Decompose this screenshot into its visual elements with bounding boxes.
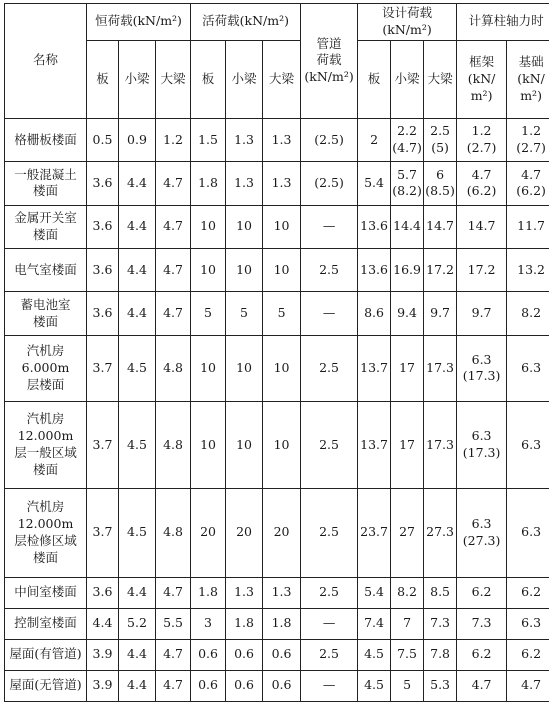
table-row [5, 488, 549, 577]
table-cell: — [301, 670, 358, 701]
table-cell: 17.3 [424, 335, 457, 401]
table-cell: 2.5 [301, 335, 358, 401]
table-cell: 14.7 [457, 205, 507, 248]
table-cell: 5 [263, 292, 301, 335]
table-cell: 1.3 [226, 162, 263, 205]
table-cell: 3.6 [87, 162, 119, 205]
table-cell: 4.7 [457, 670, 507, 701]
table-cell: 17.3 [424, 402, 457, 489]
table-cell: 23.7 [358, 488, 391, 577]
table-row [5, 249, 549, 292]
table-cell: 6.3 [507, 335, 549, 401]
row-name: 蓄电池室 楼面 [5, 292, 87, 335]
table-row [5, 335, 549, 401]
table-cell: 4.5 [119, 488, 156, 577]
table-cell: 7.4 [358, 608, 391, 639]
table-cell: 4.7 [156, 670, 191, 701]
table-cell: — [301, 205, 358, 248]
table-cell: 9.4 [391, 292, 424, 335]
header-name: 名称 [5, 4, 87, 119]
table-cell: 17.2 [457, 249, 507, 292]
table-cell: 0.6 [191, 670, 226, 701]
table-cell: 17.2 [424, 249, 457, 292]
table-cell: 1.3 [226, 118, 263, 161]
table-cell: 3.6 [87, 577, 119, 608]
table-cell: 6.3 (17.3) [457, 402, 507, 489]
subheader-dead-main-beam: 大梁 [156, 40, 191, 118]
table-cell: 4.8 [156, 488, 191, 577]
table-cell: 5.4 [358, 162, 391, 205]
table-cell: 17 [391, 335, 424, 401]
table-cell: 5.7 (8.2) [391, 162, 424, 205]
row-name: 汽机房 6.000m 层楼面 [5, 335, 87, 401]
table-cell: 1.3 [263, 577, 301, 608]
table-cell: 5.2 [119, 608, 156, 639]
table-cell: 3.7 [87, 488, 119, 577]
row-name: 中间室楼面 [5, 577, 87, 608]
row-name: 汽机房 12.000m 层检修区域 楼面 [5, 488, 87, 577]
table-cell: 10 [263, 402, 301, 489]
table-cell: 1.2 [156, 118, 191, 161]
table-cell: 10 [191, 249, 226, 292]
table-cell: 5.5 [156, 608, 191, 639]
table-cell: 13.6 [358, 249, 391, 292]
table-cell: 20 [263, 488, 301, 577]
table-cell: 10 [191, 205, 226, 248]
row-name: 电气室楼面 [5, 249, 87, 292]
table-cell: 2.5 [301, 488, 358, 577]
table-cell: 5.3 [424, 670, 457, 701]
table-cell: 4.4 [119, 292, 156, 335]
table-cell: 3 [191, 608, 226, 639]
table-cell: 13.6 [358, 205, 391, 248]
table-cell: 2.2 (4.7) [391, 118, 424, 161]
table-cell: 7 [391, 608, 424, 639]
table-cell: 4.4 [119, 577, 156, 608]
table-cell: 0.6 [263, 670, 301, 701]
table-cell: 6.2 [457, 577, 507, 608]
table-cell: 7.5 [391, 639, 424, 670]
table-cell: 0.6 [191, 639, 226, 670]
table-cell: 5 [391, 670, 424, 701]
table-cell: (2.5) [301, 118, 358, 161]
table-cell: 4.4 [119, 205, 156, 248]
table-cell: 16.9 [391, 249, 424, 292]
table-cell: 13.2 [507, 249, 549, 292]
table-cell: 4.5 [358, 639, 391, 670]
header-live-load: 活荷载(kN/m²) [191, 4, 301, 41]
table-cell: 2.5 [301, 639, 358, 670]
subheader-design-secondary-beam: 小梁 [391, 40, 424, 118]
table-cell: 8.2 [507, 292, 549, 335]
table-cell: 4.7 (6.2) [507, 162, 549, 205]
table-cell: 6.3 (17.3) [457, 335, 507, 401]
row-name: 屋面(有管道) [5, 639, 87, 670]
table-cell: 0.9 [119, 118, 156, 161]
table-row [5, 402, 549, 489]
table-cell: 0.5 [87, 118, 119, 161]
table-cell: 1.8 [263, 608, 301, 639]
load-table [4, 3, 549, 702]
table-cell: 10 [263, 249, 301, 292]
table-cell: 4.4 [119, 162, 156, 205]
subheader-live-slab: 板 [191, 40, 226, 118]
table-row [5, 162, 549, 205]
table-cell: 4.7 [156, 639, 191, 670]
subheader-design-slab: 板 [358, 40, 391, 118]
table-cell: 27 [391, 488, 424, 577]
table-cell: 3.6 [87, 292, 119, 335]
table-cell: 1.2 (2.7) [507, 118, 549, 161]
table-cell: 14.7 [424, 205, 457, 248]
subheader-dead-secondary-beam: 小梁 [119, 40, 156, 118]
table-cell: 4.4 [119, 670, 156, 701]
row-name: 格栅板楼面 [5, 118, 87, 161]
row-name: 金属开关室 楼面 [5, 205, 87, 248]
table-body [5, 118, 549, 701]
table-cell: 3.7 [87, 335, 119, 401]
table-cell: 10 [191, 402, 226, 489]
table-cell: 1.8 [191, 162, 226, 205]
table-cell: 1.3 [263, 118, 301, 161]
table-cell: 10 [226, 335, 263, 401]
table-cell: 7.3 [457, 608, 507, 639]
table-cell: 0.6 [226, 670, 263, 701]
table-cell: 7.8 [424, 639, 457, 670]
row-name: 汽机房 12.000m 层一般区域 楼面 [5, 402, 87, 489]
table-cell: 4.7 [156, 292, 191, 335]
subheader-design-main-beam: 大梁 [424, 40, 457, 118]
table-cell: 2.5 [301, 577, 358, 608]
table-cell: 4.4 [119, 639, 156, 670]
subheader-frame: 框架 (kN/ m²) [457, 40, 507, 118]
table-cell: 6.2 [507, 577, 549, 608]
row-name: 控制室楼面 [5, 608, 87, 639]
table-cell: 6.3 [507, 488, 549, 577]
table-cell: 13.7 [358, 402, 391, 489]
table-cell: 6.2 [507, 639, 549, 670]
table-cell: 4.5 [119, 402, 156, 489]
table-row [5, 639, 549, 670]
table-cell: 4.7 [156, 249, 191, 292]
table-cell: 10 [226, 402, 263, 489]
table-cell: 6.2 [457, 639, 507, 670]
table-row [5, 205, 549, 248]
table-cell: 5 [191, 292, 226, 335]
table-cell: (2.5) [301, 162, 358, 205]
table-cell: 4.4 [119, 249, 156, 292]
table-cell: 3.9 [87, 670, 119, 701]
subheader-live-main-beam: 大梁 [263, 40, 301, 118]
row-name: 屋面(无管道) [5, 670, 87, 701]
table-cell: 14.4 [391, 205, 424, 248]
table-cell: — [301, 292, 358, 335]
header-dead-load: 恒荷载(kN/m²) [87, 4, 191, 41]
table-cell: 1.2 (2.7) [457, 118, 507, 161]
table-cell: 10 [263, 335, 301, 401]
table-cell: 2.5 [301, 249, 358, 292]
table-cell: 4.5 [358, 670, 391, 701]
table-cell: 6 (8.5) [424, 162, 457, 205]
table-cell: 10 [226, 249, 263, 292]
table-cell: 4.8 [156, 335, 191, 401]
subheader-dead-slab: 板 [87, 40, 119, 118]
subheader-foundation: 基础 (kN/ m²) [507, 40, 549, 118]
table-row [5, 608, 549, 639]
table-cell: 3.6 [87, 249, 119, 292]
table-cell: 11.7 [507, 205, 549, 248]
table-cell: 4.7 [507, 670, 549, 701]
row-name: 一般混凝土 楼面 [5, 162, 87, 205]
table-cell: 4.4 [87, 608, 119, 639]
table-cell: 10 [191, 335, 226, 401]
table-row [5, 292, 549, 335]
table-cell: 1.8 [226, 608, 263, 639]
table-cell: 6.3 (27.3) [457, 488, 507, 577]
header-design-load: 设计荷载(kN/m²) [358, 4, 457, 41]
table-cell: 1.8 [191, 577, 226, 608]
table-cell: 8.2 [391, 577, 424, 608]
table-cell: 3.9 [87, 639, 119, 670]
header-column-axial: 计算柱轴力时 [457, 4, 549, 41]
table-cell: 4.7 [156, 577, 191, 608]
table-cell: 2.5 (5) [424, 118, 457, 161]
table-cell: 6.3 [507, 608, 549, 639]
table-cell: 9.7 [457, 292, 507, 335]
table-cell: 8.6 [358, 292, 391, 335]
header-pipe-load: 管道 荷载 (kN/m²) [301, 4, 358, 119]
table-cell: 20 [191, 488, 226, 577]
table-cell: 7.3 [424, 608, 457, 639]
table-cell: 0.6 [263, 639, 301, 670]
table-cell: 2.5 [301, 402, 358, 489]
table-cell: 20 [226, 488, 263, 577]
subheader-live-secondary-beam: 小梁 [226, 40, 263, 118]
table-cell: 9.7 [424, 292, 457, 335]
table-row [5, 577, 549, 608]
table-cell: 10 [226, 205, 263, 248]
table-row [5, 670, 549, 701]
table-cell: 17 [391, 402, 424, 489]
table-cell: 10 [263, 205, 301, 248]
table-cell: 3.7 [87, 402, 119, 489]
table-cell: 2 [358, 118, 391, 161]
table-cell: 1.3 [226, 577, 263, 608]
table-cell: 1.5 [191, 118, 226, 161]
table-cell: 3.6 [87, 205, 119, 248]
table-cell: 27.3 [424, 488, 457, 577]
table-cell: 4.7 (6.2) [457, 162, 507, 205]
table-cell: 8.5 [424, 577, 457, 608]
table-cell: — [301, 608, 358, 639]
table-cell: 0.6 [226, 639, 263, 670]
table-cell: 4.5 [119, 335, 156, 401]
table-cell: 5.4 [358, 577, 391, 608]
table-cell: 4.7 [156, 205, 191, 248]
table-cell: 4.8 [156, 402, 191, 489]
table-cell: 1.3 [263, 162, 301, 205]
table-cell: 4.7 [156, 162, 191, 205]
table-row [5, 118, 549, 161]
table-cell: 6.3 [507, 402, 549, 489]
table-cell: 13.7 [358, 335, 391, 401]
table-cell: 5 [226, 292, 263, 335]
